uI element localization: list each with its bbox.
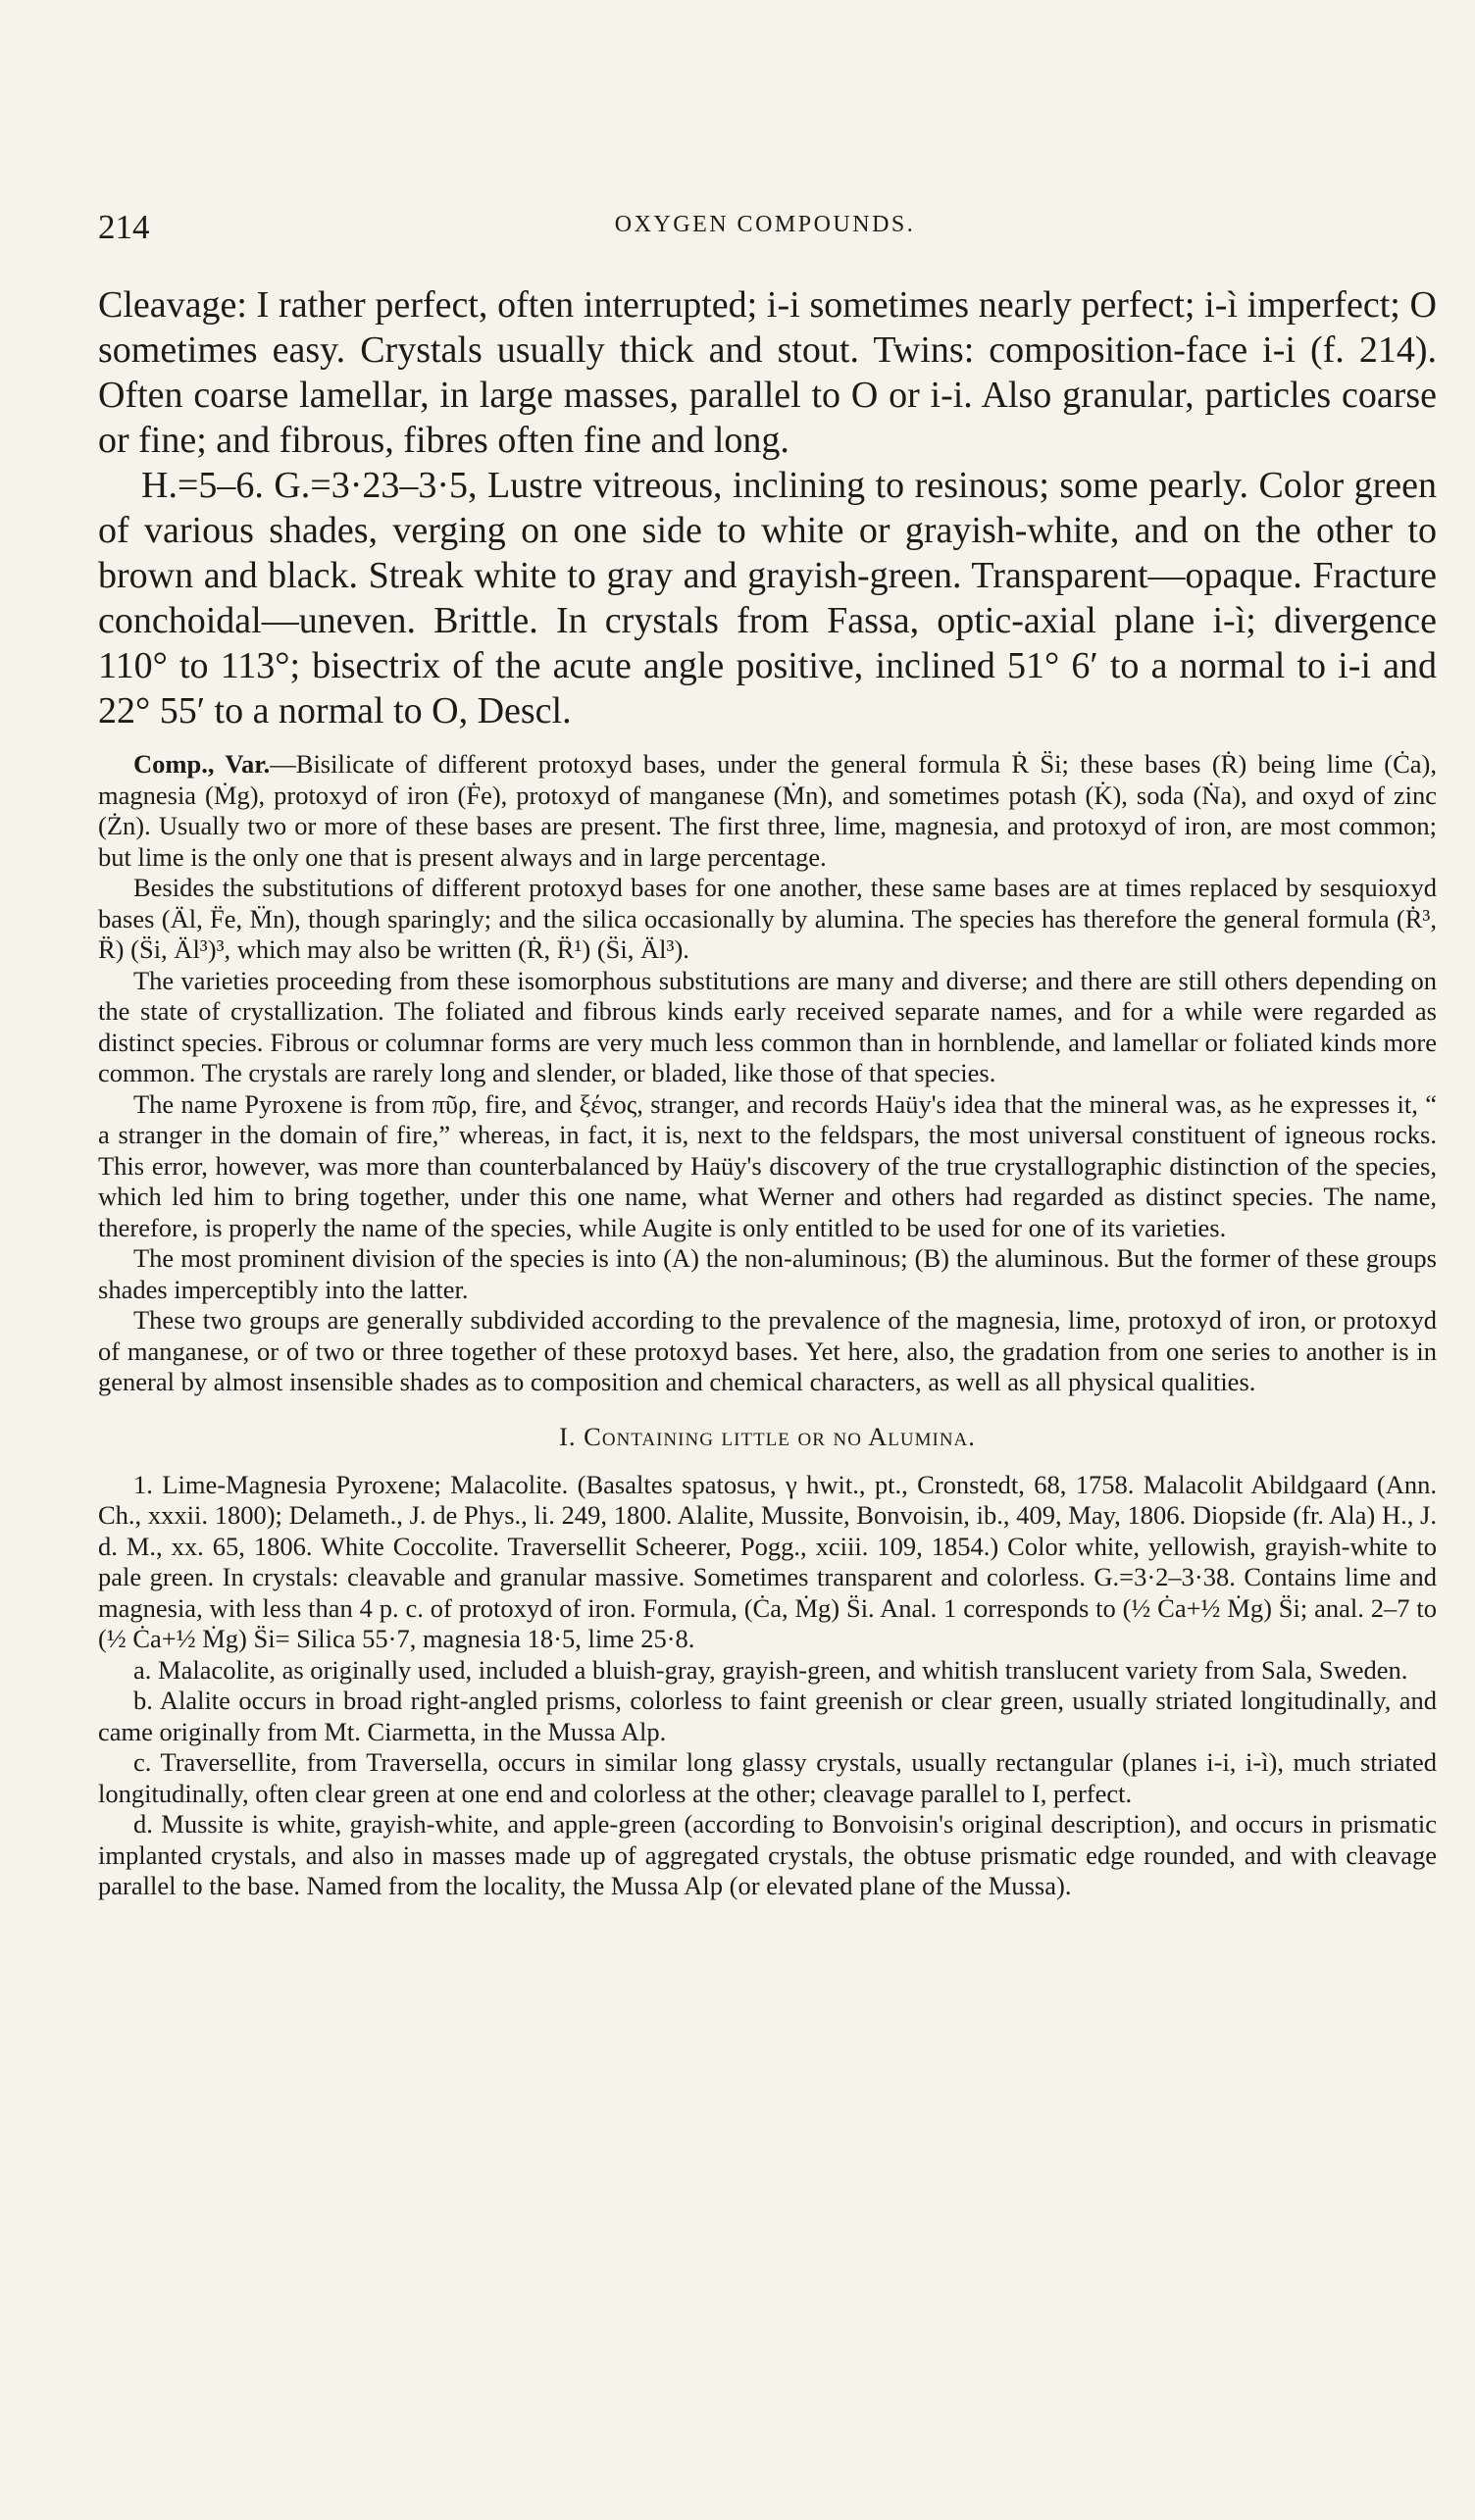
page-number: 214 <box>98 208 150 246</box>
composition-section <box>98 749 1437 1902</box>
composition-label: Comp., Var. <box>133 749 271 779</box>
subdivision-paragraph: These two groups are generally subdivided according to the prevalence of the magnesia, lime, protoxyd of iron, or protoxyd of manganese, or of two or three together of these protoxyd bases. Yet here, also, the gradation from one series to another is in general by almost insensible shades as to composition and chemical characters, as well as all physical qualities. <box>98 1305 1437 1396</box>
cleavage-paragraph: Cleavage: I rather perfect, often interrupted; i-i sometimes nearly perfect; i-ì imperfect; O sometimes easy. Crystals usually thick and stout. Twins: composition-face i-i (f. 214). Often coarse lamellar, in large masses, parallel to O or i-i. Also granular, particles coarse or fine; and fibrous, fibres often fine and long. <box>98 284 1437 461</box>
substitution-paragraph: Besides the substitutions of different protoxyd bases for one another, these same bases are at times replaced by sesquioxyd bases (Äl, F̈e, M̈n), though sparingly; and the silica occasionally by alumina. The species has therefore the general formula (Ṙ³, R̈) (S̈i, Äl³)³, which may also be written (Ṙ, R̈¹) (S̈i, Äl³). <box>98 873 1437 964</box>
variety-a-paragraph: a. Malacolite, as originally used, included a bluish-gray, grayish-green, and whitish translucent variety from Sala, Sweden. <box>133 1654 1408 1685</box>
etymology-paragraph: The name Pyroxene is from πῦρ, fire, and ξένος, stranger, and records Haüy's idea that the mineral was, as he expresses it, “ a stranger in the domain of fire,” whereas, in fact, it is, next to the feldspars, the most universal constituent of igneous rocks. This error, however, was more than counterbalanced by Haüy's discovery of the true crystallographic distinction of the species, which led him to bring together, under this one name, what Werner and others had regarded as distinct species. The name, therefore, is properly the name of the species, while Augite is only entitled to be used for one of its varieties. <box>98 1088 1437 1242</box>
section-heading: I. Containing little or no Alumina. <box>559 1421 976 1451</box>
variety-b-paragraph: b. Alalite occurs in broad right-angled prisms, colorless to faint greenish or clear green, usually striated longitudinally, and came originally from Mt. Ciarmetta, in the Mussa Alp. <box>98 1686 1437 1746</box>
page-header <box>98 208 1432 247</box>
physical-properties-paragraph: H.=5–6. G.=3·23–3·5, Lustre vitreous, inclining to resinous; some pearly. Color green of various shades, verging on one side to white or grayish-white, and on the other to brown and black. Streak white to gray and grayish-green. Transparent—opaque. Fracture conchoidal—uneven. Brittle. In crystals from Fassa, optic-axial plane i-ì; divergence 110° to 113°; bisectrix of the acute angle positive, inclined 51° 6′ to a normal to i-i and 22° 55′ to a normal to O, Descl. <box>98 465 1437 731</box>
running-head: OXYGEN COMPOUNDS. <box>614 212 916 237</box>
composition-text: —Bisilicate of different protoxyd bases, under the general formula Ṙ S̈i; these bases (Ṙ) being lime (Ċa), magnesia (Ṁg), protoxyd of iron (Ḟe), protoxyd of manganese (Ṁn), and sometimes potash (K̇), soda (Ṅa), and oxyd of zinc (Żn). Usually two or more of these bases are present. The first three, lime, magnesia, and protoxyd of iron, are most common; but lime is the only one that is present always and in large percentage. <box>98 749 1437 872</box>
division-paragraph: The most prominent division of the species is into (A) the non-aluminous; (B) the aluminous. But the former of these groups shades imperceptibly into the latter. <box>98 1243 1437 1304</box>
malacolite-entry: 1. Lime-Magnesia Pyroxene; Malacolite. (Basaltes spatosus, γ hwit., pt., Cronstedt, 68, 1758. Malacolit Abildgaard (Ann. Ch., xxxii. 1800); Delameth., J. de Phys., li. 249, 1800. Alalite, Mussite, Bonvoisin, ib., 409, May, 1806. Diopside (fr. Ala) H., J. d. M., xx. 65, 1806. White Coccolite. Traversellit Scheerer, Pogg., xciii. 109, 1854.) Color white, yellowish, grayish-white to pale green. In crystals: cleavable and granular massive. Sometimes transparent and colorless. G.=3·2–3·38. Contains lime and magnesia, with less than 4 p. c. of protoxyd of iron. Formula, (Ċa, Ṁg) S̈i. Anal. 1 corresponds to (½ Ċa+½ Ṁg) S̈i; anal. 2–7 to (½ Ċa+½ Ṁg) S̈i= Silica 55·7, magnesia 18·5, lime 25·8. <box>98 1469 1437 1653</box>
variety-c-paragraph: c. Traversellite, from Traversella, occurs in similar long glassy crystals, usually rectangular (planes i-i, i-ì), much striated longitudinally, often clear green at one end and colorless at the other; cleavage parallel to I, perfect. <box>98 1747 1437 1808</box>
variety-d-paragraph: d. Mussite is white, grayish-white, and apple-green (according to Bonvoisin's original description), and occurs in prismatic implanted crystals, and also in masses made up of aggregated crystals, the obtuse prismatic edge rounded, and with cleavage parallel to the base. Named from the locality, the Mussa Alp (or elevated plane of the Mussa). <box>98 1809 1437 1900</box>
composition-paragraph <box>98 749 1437 873</box>
page-body <box>98 282 1437 1902</box>
description-section <box>98 282 1437 733</box>
varieties-paragraph: The varieties proceeding from these isomorphous substitutions are many and diverse; and there are still others depending on the state of crystallization. The foliated and fibrous kinds early received separate names, and for a while were regarded as distinct species. Fibrous or columnar forms are very much less common than in hornblende, and lamellar or foliated kinds more common. The crystals are rarely long and slender, or bladed, like those of that species. <box>98 965 1437 1087</box>
